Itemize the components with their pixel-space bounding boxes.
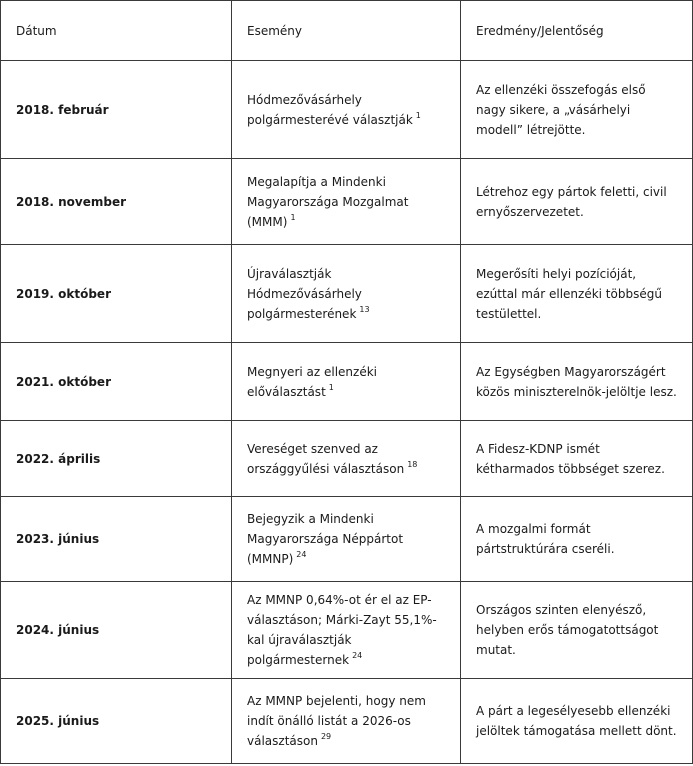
row-result: Megerősíti helyi pozícióját, ezúttal már ellenzéki többségű testülettel. (461, 245, 693, 343)
row-date: 2019. október (1, 245, 232, 343)
row-result: A párt a legesélyesebb ellenzéki jelöltek támogatása mellett dönt. (461, 679, 693, 764)
event-text: Vereséget szenved az országgyűlési választáson (247, 441, 405, 476)
row-date: 2024. június (1, 582, 232, 679)
event-text: Bejegyzik a Mindenki Magyarországa Néppártot (MMNP) (247, 512, 404, 566)
event-text: Megalapítja a Mindenki Magyarországa Mozgalmat (MMM) (247, 174, 409, 229)
row-date: 2025. június (1, 679, 232, 764)
header-row (1, 1, 693, 61)
row-result: Az Egységben Magyarországért közös miniszterelnök-jelöltje lesz. (461, 343, 693, 421)
row-date: 2018. november (1, 159, 232, 245)
row-event (232, 421, 461, 497)
row-event (232, 159, 461, 245)
row-event (232, 343, 461, 421)
table-row (1, 679, 693, 764)
row-result: Az ellenzéki összefogás első nagy sikere, a „vásárhelyi modell” létrejötte. (461, 61, 693, 159)
table-row (1, 245, 693, 343)
row-event (232, 679, 461, 764)
event-text: Hódmezővásárhely polgármesterévé választják (247, 92, 413, 127)
header-event: Esemény (232, 1, 461, 61)
table-row (1, 497, 693, 582)
footnote-ref[interactable]: 1 (290, 212, 296, 222)
footnote-ref[interactable]: 1 (415, 110, 421, 120)
row-date: 2023. június (1, 497, 232, 582)
footnote-ref[interactable]: 24 (352, 651, 363, 660)
table-row (1, 343, 693, 421)
row-date: 2022. április (1, 421, 232, 497)
event-text: Megnyeri az ellenzéki előválasztást (247, 364, 377, 399)
row-result: A mozgalmi formát pártstruktúrára cseréli. (461, 497, 693, 582)
table-row (1, 582, 693, 679)
header-date: Dátum (1, 1, 232, 61)
footnote-ref[interactable]: 24 (296, 550, 307, 559)
row-event (232, 497, 461, 582)
row-result: Létrehoz egy pártok feletti, civil ernyőszervezetet. (461, 159, 693, 245)
header-result: Eredmény/Jelentőség (461, 1, 693, 61)
table-row (1, 421, 693, 497)
event-text: Az MMNP 0,64%-ot ér el az EP-választáson; Márki-Zayt 55,1%-kal újraválasztják polgármesternek (247, 593, 437, 667)
row-result: Országos szinten elenyésző, helyben erős támogatottságot mutat. (461, 582, 693, 679)
row-result: A Fidesz-KDNP ismét kétharmados többséget szerez. (461, 421, 693, 497)
event-text: Újraválasztják Hódmezővásárhely polgármesterének (247, 266, 362, 321)
footnote-ref[interactable]: 29 (320, 732, 332, 741)
row-date: 2021. október (1, 343, 232, 421)
row-date: 2018. február (1, 61, 232, 159)
footnote-ref[interactable]: 13 (359, 304, 370, 314)
table-row (1, 61, 693, 159)
table-row (1, 159, 693, 245)
row-event (232, 61, 461, 159)
row-event (232, 582, 461, 679)
footnote-ref[interactable]: 1 (328, 382, 334, 392)
footnote-ref[interactable]: 18 (407, 459, 418, 469)
event-text: Az MMNP bejelenti, hogy nem indít önálló listát a 2026-os választáson (247, 694, 426, 748)
row-event (232, 245, 461, 343)
